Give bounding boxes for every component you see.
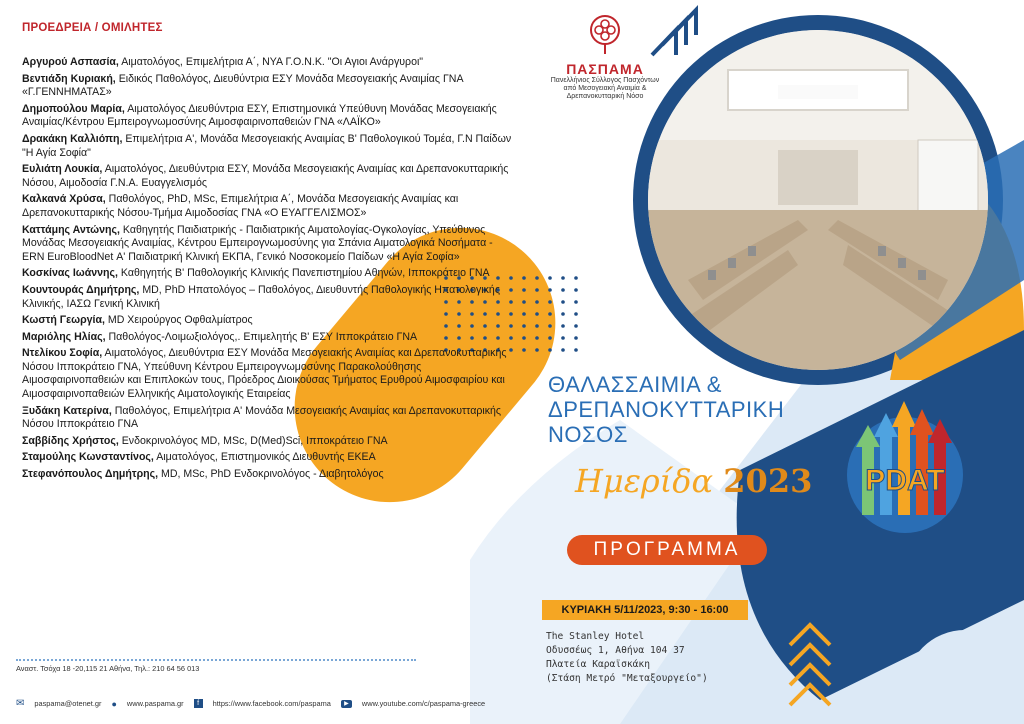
speaker-entry: [22, 331, 512, 345]
footer-youtube[interactable]: www.youtube.com/c/paspama-greece: [361, 699, 486, 708]
speaker-entry: [22, 103, 512, 130]
decor-dot: [574, 336, 578, 340]
speaker-entry: [22, 224, 512, 265]
speaker-name: Δημοπούλου Μαρία,: [22, 102, 125, 115]
speaker-name: Καλκανά Χρύσα,: [22, 193, 106, 206]
speaker-entry: [22, 451, 512, 465]
speaker-description: Επιμελήτρια Α', Μονάδα Μεσογειακής Αναιμίας Β' Παθολογικού Τομέα, Γ.Ν Παίδων "Η Αγία Σοφία": [22, 132, 512, 159]
paspama-flower-icon: [583, 12, 627, 56]
speaker-name: Κωστή Γεωργία,: [22, 314, 105, 327]
speaker-description: Ειδικός Παθολόγος, Διευθύντρια ΕΣΥ Μονάδα Μεσογειακής Αναιμίας ΓΝΑ «Γ.ΓΕΝΝΗΜΑΤΑΣ»: [22, 72, 463, 99]
decor-dot: [535, 288, 539, 292]
speaker-name: Κουντουράς Δημήτρης,: [22, 283, 140, 296]
paspama-logo: [520, 12, 690, 101]
decor-dot: [522, 312, 526, 316]
speaker-description: Αιματολόγος, Επιμελήτρια Α΄, ΝΥΑ Γ.Ο.Ν.Κ. "Οι Αγιοι Ανάργυροι": [118, 56, 424, 68]
speaker-description: MD, MSc, PhD Ενδοκρινολόγος - Διαβητολόγος: [158, 468, 384, 481]
decor-dot: [561, 324, 565, 328]
decor-dot: [561, 300, 565, 304]
decor-dot: [574, 312, 578, 316]
speaker-name: Στεφανόπουλος Δημήτρης,: [22, 468, 159, 481]
speaker-description: Αιματολόγος Διευθύντρια ΕΣΥ, Επιστημονικά Υπεύθυνη Μονάδας Μεσογειακής Αναιμίας/Κέντρου Εμπειρογνωμοσύνης Αιμοσφαιρινοπαθειών ΓΝΑ «ΛΑΪΚΟ»: [22, 102, 497, 129]
speaker-description: MD, PhD Ηπατολόγος – Παθολόγος, Διευθυντής Παθολογικής Ηπατολογικής Κλινικής, ΙΑΣΩ Γενική Κλινική: [22, 283, 500, 310]
footer-address: Αναστ. Τσόχα 18 -20,115 21 Αθήνα, Τηλ.: 210 64 56 013: [16, 664, 200, 673]
speaker-description: Παθολόγος, PhD, MSc, Επιμελήτρια Α΄, Μονάδα Μεσογειακής Αναιμίας και Δρεπανοκυτταρικής Νόσου-Τμήμα Αιμοδοσίας ΓΝΑ «Ο ΕΥΑΓΓΕΛΙΣΜΟΣ»: [22, 193, 459, 219]
facebook-icon: f: [194, 699, 203, 708]
speaker-name: Καττάμης Αντώνης,: [22, 223, 120, 236]
speaker-description: Αιματολόγος, Διευθύντρια ΕΣΥ Μονάδα Μεσογειακής Αναιμίας και Δρεπανοκυτταρικής Νόσου Ιπποκράτειο ΓΝΑ, Υπεύθυνη Κέντρου Εμπειρογνωμοσύνης Παρακολούθησης Αιμοσφαιρινοπαθειών και Επιπλοκών τους, Πρόεδρος Διοικούσας Τμήματος Ερυθρού Αιμοσφαιρίου και Αιμοσφαιρινοπαθειών Ελληνικής Αιματολογικής Εταιρείας: [22, 347, 507, 401]
decor-dot: [548, 300, 552, 304]
speaker-entry: [22, 133, 512, 160]
youtube-icon: ▶: [341, 700, 352, 708]
speaker-entry: [22, 56, 512, 70]
decor-dot: [535, 336, 539, 340]
decor-dot: [535, 312, 539, 316]
globe-icon: ●: [111, 698, 117, 709]
decor-dot: [535, 324, 539, 328]
decor-dot: [522, 288, 526, 292]
decor-dot: [561, 348, 565, 352]
venue-square: Πλατεία Καραϊσκάκη: [546, 659, 650, 670]
decor-dot: [548, 312, 552, 316]
speaker-description: MD Χειρούργος Οφθαλμίατρος: [104, 314, 253, 327]
event-title-line-3: ΝΟΣΟΣ: [548, 422, 628, 447]
event-venue: [546, 630, 708, 686]
speaker-name: Ξυδάκη Κατερίνα,: [22, 404, 112, 417]
speaker-description: Ενδοκρινολόγος MD, MSc, D(Med)Sci, Ιπποκράτειο ΓΝΑ: [118, 434, 388, 447]
pdat-logo: [840, 395, 970, 535]
speaker-name: Κοσκίνας Ιωάννης,: [22, 267, 118, 280]
decor-dot: [574, 348, 578, 352]
speaker-name: Μαριόλης Ηλίας,: [22, 330, 106, 343]
logo-subtitle-2: από Μεσογειακή Αναιμία &: [563, 85, 647, 92]
section-title: ΠΡΟΕΔΡΕΙΑ / ΟΜΙΛΗΤΕΣ: [22, 22, 163, 34]
footer-email[interactable]: paspama@otenet.gr: [34, 699, 102, 708]
speaker-name: Αργυρού Ασπασία,: [22, 56, 119, 68]
speaker-entry: [22, 73, 512, 100]
decor-dot: [548, 324, 552, 328]
event-title-line-2: ΔΡΕΠΑΝΟΚΥΤΤΑΡΙΚΗ: [548, 397, 785, 422]
speaker-entry: [22, 193, 512, 220]
footer-divider: [16, 659, 416, 661]
speaker-entry: [22, 405, 512, 432]
venue-address: Οδυσσέως 1, Αθήνα 104 37: [546, 645, 685, 656]
speaker-name: Σταμούλης Κωνσταντίνος,: [22, 451, 154, 464]
decor-dot: [535, 348, 539, 352]
speaker-name: Ευλιάτη Λουκία,: [22, 163, 103, 176]
footer-facebook[interactable]: https://www.facebook.com/paspama: [212, 699, 331, 708]
decor-dot: [574, 300, 578, 304]
footer-contacts-row: [16, 698, 485, 709]
programma-badge: ΠΡΟΓΡΑΜΜΑ: [567, 535, 767, 565]
decor-dot: [561, 312, 565, 316]
decor-dot: [548, 288, 552, 292]
decor-dot: [522, 300, 526, 304]
conference-room-photo: [648, 30, 988, 370]
event-title: [548, 372, 784, 447]
speaker-entry: [22, 284, 512, 311]
speakers-list: [22, 56, 512, 485]
speaker-description: Παθολόγος, Επιμελήτρια Α' Μονάδα Μεσογειακής Αναιμίας και Δρεπανοκυτταρικής Νόσου Ιπποκράτειο ΓΝΑ: [22, 404, 502, 431]
logo-name: ΠΑΣΠΑΜΑ: [566, 61, 644, 77]
venue-metro: (Στάση Μετρό "Μεταξουργείο"): [546, 673, 708, 684]
decor-dot: [535, 276, 539, 280]
pdat-text: PDAT: [865, 464, 945, 497]
decor-dot: [548, 276, 552, 280]
venue-name: The Stanley Hotel: [546, 631, 645, 642]
speaker-entry: [22, 314, 512, 328]
speaker-description: Παθολόγος-Λοιμωξιολόγος,. Επιμελητής Β' ΕΣΥ Ιπποκράτειο ΓΝΑ: [105, 330, 418, 343]
speaker-name: Ντελίκου Σοφία,: [22, 347, 103, 360]
speaker-description: Αιματολόγος, Επιστημονικός Διευθυντής ΕΚΕΑ: [153, 451, 376, 464]
speaker-name: Δρακάκη Καλλιόπη,: [22, 132, 123, 145]
decor-dot: [574, 276, 578, 280]
hmerida-year: 2023: [723, 462, 813, 500]
decor-dot: [561, 336, 565, 340]
decor-dot: [535, 300, 539, 304]
decor-dot: [561, 288, 565, 292]
speaker-entry: [22, 435, 512, 449]
logo-subtitle-3: Δρεπανοκυτταρική Νόσο: [566, 93, 644, 100]
footer-address-row: [16, 664, 199, 673]
speaker-name: Βεντιάδη Κυριακή,: [22, 72, 116, 85]
decor-dot: [574, 324, 578, 328]
event-date: ΚΥΡΙΑΚΗ 5/11/2023, 9:30 - 16:00: [542, 600, 748, 620]
decor-dot: [574, 288, 578, 292]
event-title-line-1: ΘΑΛΑΣΣΑΙΜΙΑ &: [548, 372, 722, 397]
logo-subtitle-1: Πανελλήνιος Σύλλογος Πασχόντων: [550, 77, 660, 84]
speaker-entry: [22, 347, 512, 401]
speaker-entry: [22, 267, 512, 281]
decor-dot: [522, 336, 526, 340]
email-icon: ✉: [16, 698, 25, 709]
decor-dot: [522, 348, 526, 352]
footer-website[interactable]: www.paspama.gr: [126, 699, 184, 708]
decor-dot: [548, 336, 552, 340]
speaker-entry: [22, 468, 512, 482]
decor-dot: [561, 276, 565, 280]
speaker-description: Καθηγητής Β' Παθολογικής Κλινικής Πανεπιστημίου Αθηνών, Ιπποκράτειο ΓΝΑ: [117, 267, 490, 280]
speaker-entry: [22, 163, 512, 190]
decor-dot: [522, 324, 526, 328]
decor-dot: [522, 276, 526, 280]
decor-dot: [548, 348, 552, 352]
hmerida-word: Ημερίδα: [575, 462, 714, 500]
speaker-description: Καθηγητής Παιδιατρικής - Παιδιατρικής Αιματολογίας-Ογκολογίας, Υπεύθυνος Μονάδας Μεσογειακής Αναιμίας, Κέντρου Εμπειρογνωμοσύνης για Σπάνια Αιματολογικά Νοσήματα -ERN EuroBloodNet Α' Παιδιατρική Κλινική ΕΚΠΑ, Γενικό Νοσοκομείο Παίδων «Η Αγία Σοφία»: [22, 223, 493, 263]
speaker-description: Αιματολόγος, Διευθύντρια ΕΣΥ, Μονάδα Μεσογειακής Αναιμίας και Δρεπανοκυτταρικής Νόσου, Αιμοδοσία Γ.Ν.Α. Ευαγγελισμός: [22, 163, 509, 189]
speaker-name: Σαββίδης Χρήστος,: [22, 434, 119, 447]
hmerida-heading: [575, 462, 812, 500]
